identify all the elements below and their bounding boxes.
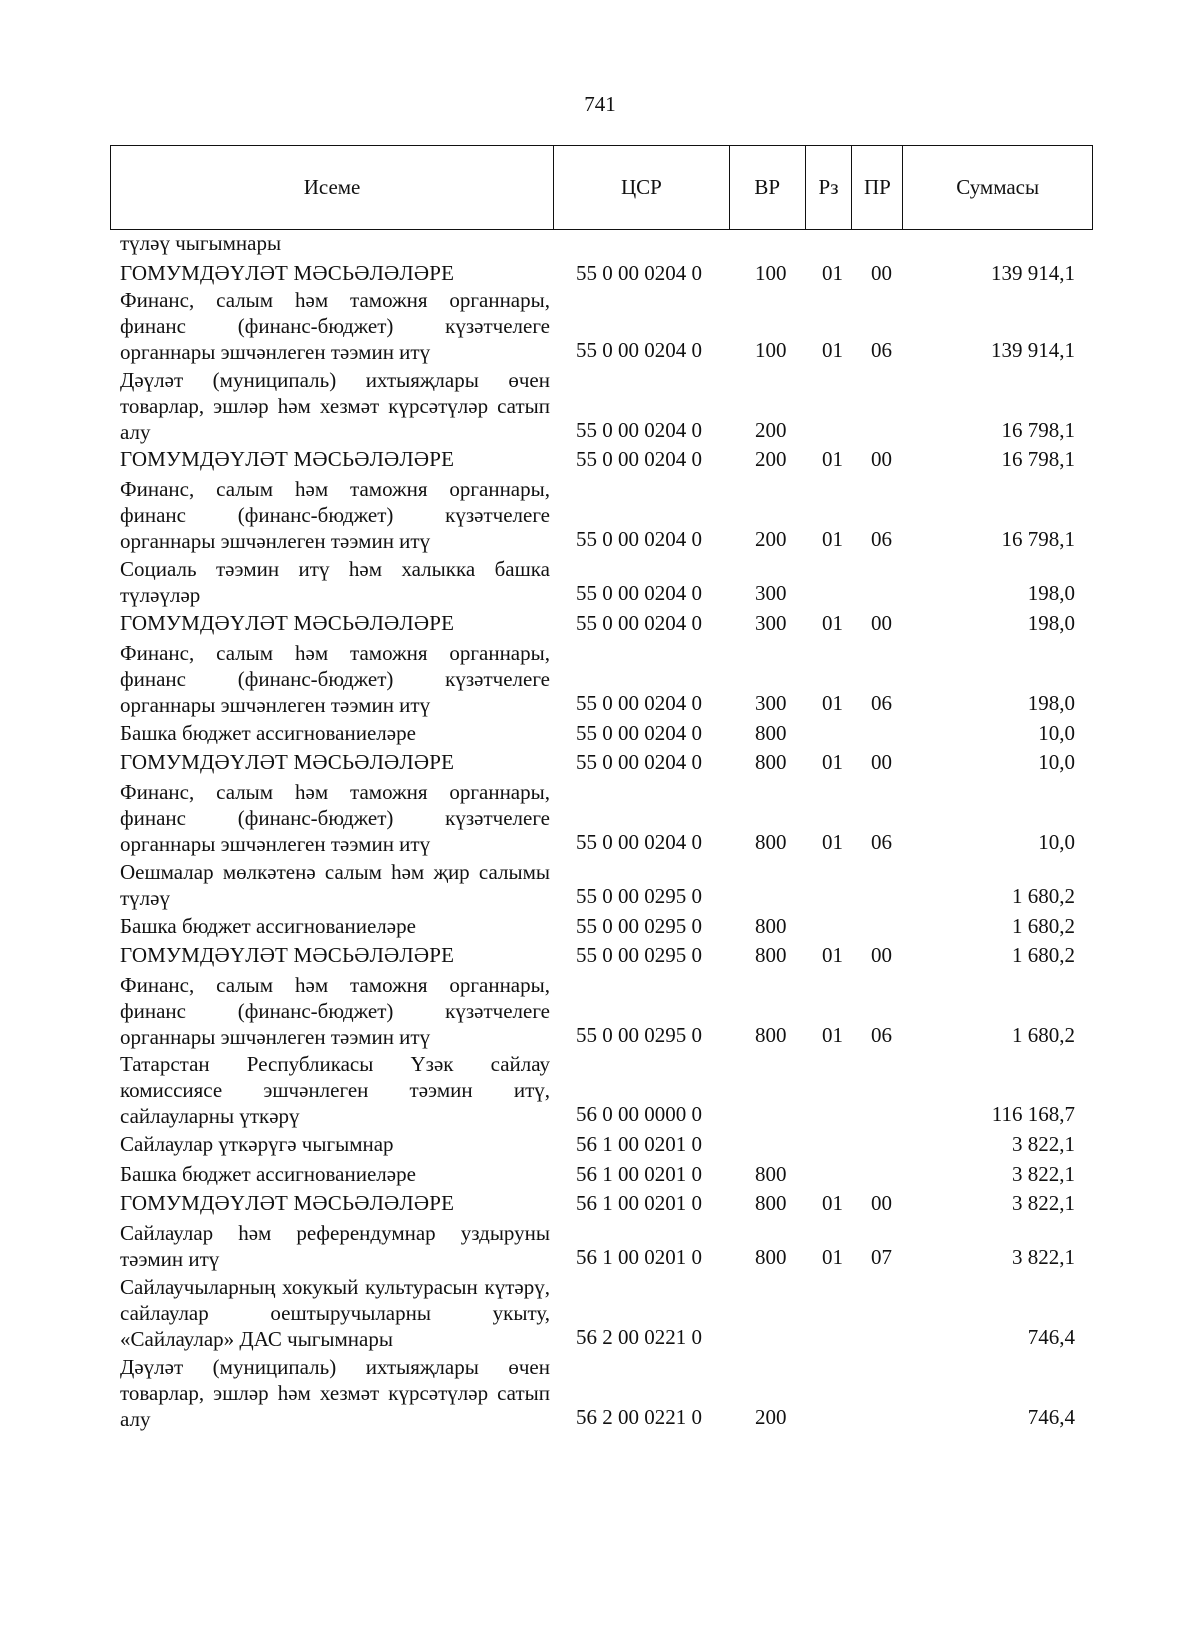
row-csr: 55 0 00 0295 0	[576, 943, 702, 967]
row-rz: 01	[822, 830, 843, 854]
row-sum: 746,4	[1027, 1405, 1075, 1429]
row-csr: 55 0 00 0204 0	[576, 750, 702, 774]
row-csr: 56 1 00 0201 0	[576, 1191, 702, 1215]
row-name: Сайлаулар үткәрүгә чыгымнар	[120, 1132, 394, 1156]
row-rz: 01	[822, 1191, 843, 1215]
row-csr: 56 0 00 0000 0	[576, 1102, 702, 1126]
row-pr: 06	[871, 691, 892, 715]
row-csr: 55 0 00 0204 0	[576, 338, 702, 362]
row-rz: 01	[822, 527, 843, 551]
row-vr: 800	[755, 1245, 787, 1269]
row-vr: 800	[755, 830, 787, 854]
row-csr: 56 2 00 0221 0	[576, 1405, 702, 1429]
row-sum: 10,0	[1038, 721, 1075, 745]
row-rz: 01	[822, 691, 843, 715]
row-sum: 10,0	[1038, 750, 1075, 774]
row-name: Финанс, салым һәм таможня органнары, финанс (финанс-бюджет) күзәтчелеге органнары эшчәнлеген тәэмин итү	[120, 477, 550, 553]
row-vr: 200	[755, 527, 787, 551]
row-name: Финанс, салым һәм таможня органнары, финанс (финанс-бюджет) күзәтчелеге органнары эшчәнлеген тәэмин итү	[120, 288, 550, 364]
row-pr: 07	[871, 1245, 892, 1269]
row-sum: 16 798,1	[1001, 447, 1075, 471]
table-row	[0, 367, 1200, 443]
table-row	[0, 913, 1200, 939]
row-rz: 01	[822, 261, 843, 285]
row-sum: 3 822,1	[1012, 1132, 1075, 1156]
header-sum: Суммасы	[956, 175, 1040, 199]
row-sum: 116 168,7	[991, 1102, 1075, 1126]
row-sum: 16 798,1	[1001, 527, 1075, 551]
header-csr: ЦСР	[554, 146, 730, 229]
row-rz: 01	[822, 611, 843, 635]
table-row	[0, 446, 1200, 472]
row-sum: 746,4	[1027, 1325, 1075, 1349]
row-pr: 06	[871, 527, 892, 551]
row-csr: 56 2 00 0221 0	[576, 1325, 702, 1349]
table-row	[0, 1220, 1200, 1270]
row-rz: 01	[822, 1023, 843, 1047]
table-row	[0, 749, 1200, 775]
row-sum: 16 798,1	[1001, 418, 1075, 442]
row-name: Дәүләт (муниципаль) ихтыяҗлары өчен товарлар, эшләр һәм хезмәт күрсәтүләр сатып алу	[120, 1355, 550, 1431]
row-sum: 1 680,2	[1012, 943, 1075, 967]
row-name: түләү чыгымнары	[120, 231, 282, 255]
row-csr: 55 0 00 0204 0	[576, 581, 702, 605]
table-row	[0, 1131, 1200, 1157]
header-vr: ВР	[730, 146, 806, 229]
row-name: Социаль тәэмин итү һәм халыкка башка түләүләр	[120, 557, 550, 607]
row-csr: 55 0 00 0204 0	[576, 527, 702, 551]
row-name: ГОМУМДӘҮЛӘТ МӘСЬӘЛӘЛӘРЕ	[120, 611, 455, 635]
row-name: Дәүләт (муниципаль) ихтыяҗлары өчен товарлар, эшләр һәм хезмәт күрсәтүләр сатып алу	[120, 368, 550, 444]
row-rz: 01	[822, 750, 843, 774]
row-pr: 00	[871, 750, 892, 774]
row-sum: 139 914,1	[991, 261, 1075, 285]
row-pr: 00	[871, 1191, 892, 1215]
table-row	[0, 1051, 1200, 1127]
row-name: Сайлаулар һәм референдумнар уздыруны тәэмин итү	[120, 1221, 550, 1271]
row-name: ГОМУМДӘҮЛӘТ МӘСЬӘЛӘЛӘРЕ	[120, 261, 455, 285]
row-rz: 01	[822, 447, 843, 471]
table-row	[0, 1190, 1200, 1216]
header-rz: Рз	[806, 146, 853, 229]
row-vr: 800	[755, 1023, 787, 1047]
row-name: Финанс, салым һәм таможня органнары, финанс (финанс-бюджет) күзәтчелеге органнары эшчәнлеген тәэмин итү	[120, 973, 550, 1049]
row-rz: 01	[822, 1245, 843, 1269]
row-name: ГОМУМДӘҮЛӘТ МӘСЬӘЛӘЛӘРЕ	[120, 750, 455, 774]
table-row	[0, 476, 1200, 552]
table-header	[110, 145, 1093, 230]
row-sum: 139 914,1	[991, 338, 1075, 362]
row-csr: 56 1 00 0201 0	[576, 1162, 702, 1186]
row-vr: 200	[755, 418, 787, 442]
row-csr: 55 0 00 0204 0	[576, 447, 702, 471]
table-row	[0, 1274, 1200, 1350]
row-sum: 3 822,1	[1012, 1245, 1075, 1269]
row-sum: 3 822,1	[1012, 1191, 1075, 1215]
row-csr: 55 0 00 0295 0	[576, 914, 702, 938]
table-row	[0, 720, 1200, 746]
header-name: Исеме	[111, 146, 554, 229]
table-row	[0, 610, 1200, 636]
table-row	[0, 640, 1200, 716]
row-vr: 800	[755, 750, 787, 774]
row-vr: 100	[755, 261, 787, 285]
row-vr: 300	[755, 691, 787, 715]
row-csr: 56 1 00 0201 0	[576, 1245, 702, 1269]
row-csr: 55 0 00 0204 0	[576, 830, 702, 854]
row-pr: 06	[871, 338, 892, 362]
row-pr: 00	[871, 261, 892, 285]
table-row	[0, 230, 1200, 256]
table-row	[0, 859, 1200, 909]
table-row	[0, 1354, 1200, 1430]
table-row	[0, 1161, 1200, 1187]
row-rz: 01	[822, 338, 843, 362]
table-row	[0, 556, 1200, 606]
row-name: Финанс, салым һәм таможня органнары, финанс (финанс-бюджет) күзәтчелеге органнары эшчәнлеген тәэмин итү	[120, 780, 550, 856]
row-pr: 06	[871, 830, 892, 854]
table-row	[0, 942, 1200, 968]
row-name: Башка бюджет ассигнованиеләре	[120, 721, 416, 745]
table-row	[0, 287, 1200, 363]
row-csr: 55 0 00 0295 0	[576, 884, 702, 908]
row-vr: 300	[755, 581, 787, 605]
row-rz: 01	[822, 943, 843, 967]
row-vr: 800	[755, 943, 787, 967]
row-name: Оешмалар мөлкәтенә салым һәм җир салымы түләү	[120, 860, 550, 910]
row-name: ГОМУМДӘҮЛӘТ МӘСЬӘЛӘЛӘРЕ	[120, 447, 455, 471]
row-pr: 00	[871, 943, 892, 967]
row-name: Финанс, салым һәм таможня органнары, финанс (финанс-бюджет) күзәтчелеге органнары эшчәнлеген тәэмин итү	[120, 641, 550, 717]
row-sum: 10,0	[1038, 830, 1075, 854]
table-row	[0, 260, 1200, 286]
header-pr: ПР	[852, 146, 903, 229]
row-vr: 800	[755, 1191, 787, 1215]
row-pr: 06	[871, 1023, 892, 1047]
row-csr: 55 0 00 0295 0	[576, 1023, 702, 1047]
row-sum: 3 822,1	[1012, 1162, 1075, 1186]
row-csr: 55 0 00 0204 0	[576, 721, 702, 745]
row-vr: 800	[755, 721, 787, 745]
row-name: ГОМУМДӘҮЛӘТ МӘСЬӘЛӘЛӘРЕ	[120, 1191, 455, 1215]
row-name: Башка бюджет ассигнованиеләре	[120, 914, 416, 938]
row-sum: 1 680,2	[1012, 884, 1075, 908]
row-vr: 800	[755, 914, 787, 938]
table-row	[0, 972, 1200, 1048]
row-sum: 1 680,2	[1012, 1023, 1075, 1047]
row-pr: 00	[871, 447, 892, 471]
row-name: Башка бюджет ассигнованиеләре	[120, 1162, 416, 1186]
row-vr: 100	[755, 338, 787, 362]
row-csr: 56 1 00 0201 0	[576, 1132, 702, 1156]
row-sum: 198,0	[1027, 691, 1075, 715]
row-vr: 800	[755, 1162, 787, 1186]
row-csr: 55 0 00 0204 0	[576, 691, 702, 715]
row-csr: 55 0 00 0204 0	[576, 261, 702, 285]
row-name: Татарстан Республикасы Үзәк сайлау комиссиясе эшчәнлеген тәэмин итү, сайлауларны үткәрү	[120, 1052, 550, 1128]
page-number: 741	[584, 92, 616, 116]
table-row	[0, 779, 1200, 855]
row-sum: 198,0	[1027, 611, 1075, 635]
row-vr: 300	[755, 611, 787, 635]
row-csr: 55 0 00 0204 0	[576, 611, 702, 635]
row-name: Сайлаучыларның хокукый культурасын күтәрү, сайлаулар оештыручыларны укыту, «Сайлаулар» ДАС чыгымнары	[120, 1275, 550, 1351]
row-sum: 198,0	[1027, 581, 1075, 605]
row-csr: 55 0 00 0204 0	[576, 418, 702, 442]
row-vr: 200	[755, 1405, 787, 1429]
row-pr: 00	[871, 611, 892, 635]
row-name: ГОМУМДӘҮЛӘТ МӘСЬӘЛӘЛӘРЕ	[120, 943, 455, 967]
row-vr: 200	[755, 447, 787, 471]
row-sum: 1 680,2	[1012, 914, 1075, 938]
